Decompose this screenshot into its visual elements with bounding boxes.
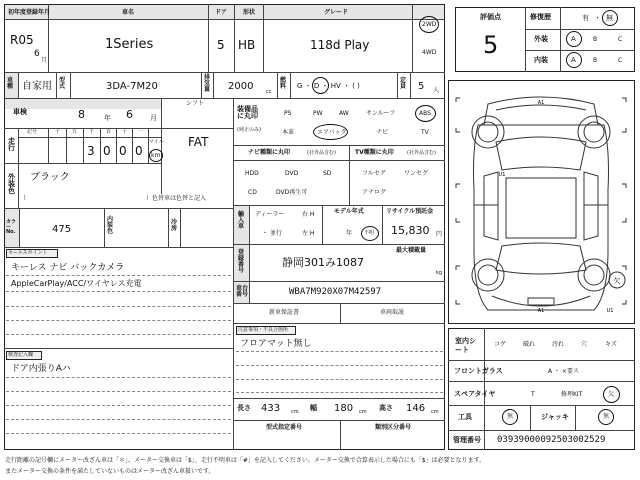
- tv-type-sub: (社外品含む): [407, 150, 436, 156]
- vin-label: 車台番号: [236, 285, 249, 298]
- repair-no: 無: [606, 14, 613, 22]
- model-year-suffix: 年: [346, 230, 353, 237]
- first-reg-label: 初年度登録年月: [8, 9, 51, 16]
- shift-value: FAT: [188, 135, 209, 149]
- mileage-unit-km: km: [151, 152, 161, 159]
- plate-value: 静岡301み1087: [282, 256, 364, 269]
- width-value: 180: [334, 403, 354, 414]
- mileage-header-sen: 千: [89, 129, 95, 135]
- max-load-unit: kg: [436, 270, 443, 276]
- class-no-label: 類別区分番号: [375, 424, 412, 431]
- fuel-options: G ・ D ・ HV ・ ( ): [297, 82, 360, 90]
- inspector-notes-line1: ドア内張りAハ: [11, 364, 71, 374]
- diagram-missing-mark: 欠: [613, 277, 621, 285]
- mileage-label: 走行: [8, 137, 15, 152]
- recycle-label: リサイクル預託金: [386, 208, 434, 215]
- notes-line1: フロアマット無し: [240, 339, 312, 349]
- tools-value: 無: [507, 413, 514, 420]
- body-label: 形状: [243, 9, 256, 16]
- diagram-label-left-door: U1: [498, 172, 506, 178]
- exterior-grade-b: B: [593, 36, 598, 43]
- equip-leather: 本革: [282, 129, 295, 136]
- seat-scratch: キズ: [605, 341, 617, 348]
- diagram-label-right-door: U1: [606, 308, 614, 314]
- navi-dvd-playback: DVD再生可: [276, 189, 308, 196]
- doc-manual: 車両取説: [380, 309, 405, 316]
- diagram-label-front: A1: [537, 100, 545, 106]
- mileage-digit-2: 0: [103, 144, 111, 158]
- sales-point-label: セールスポイント: [8, 250, 48, 256]
- seat-stain: 汚れ: [552, 341, 565, 348]
- capacity-value: 5: [418, 81, 425, 92]
- jack-value: 無: [603, 413, 610, 420]
- grade-value: 118d Play: [310, 38, 370, 52]
- model-value: 3DA-7M20: [106, 81, 158, 92]
- usage-value: 自家用: [22, 81, 52, 92]
- repair-yes: 有: [582, 14, 589, 22]
- interior-seat-label: 室内シート: [455, 337, 476, 355]
- control-number-value: 03939000092503002529: [497, 435, 606, 445]
- drive-4wd: 4WD: [422, 49, 437, 56]
- height-value: 146: [406, 403, 426, 414]
- doors-label: ドア: [215, 9, 227, 16]
- sales-point-line1: キーレス ナビ バックカメラ: [11, 263, 125, 273]
- repair-dot: ・: [594, 14, 601, 22]
- interior-grade-b: B: [593, 57, 598, 64]
- navi-sd: SD: [323, 170, 332, 177]
- navi-hdd: HDD: [245, 170, 259, 177]
- first-reg-era-year: R05: [10, 33, 34, 47]
- equipment-label: 装備品に丸印: [237, 105, 258, 120]
- height-unit: cm: [431, 409, 439, 415]
- diagram-label-rear: A1: [537, 308, 545, 314]
- fuel-label: 燃料: [280, 77, 287, 90]
- plate-label: 登録番号: [238, 249, 245, 274]
- shaken-month: 6: [126, 108, 133, 121]
- repair-history-label: 修復歴: [530, 13, 551, 21]
- seat-tear: 破れ: [523, 341, 536, 348]
- score-value: 5: [483, 31, 499, 59]
- color-label: 外装色: [8, 173, 15, 195]
- model-year-label: モデル年式: [334, 208, 364, 215]
- color-note: ）色替車は色替と記入: [146, 195, 207, 202]
- tv-oneseg: ワンセグ: [404, 170, 429, 177]
- model-year-unknown: 不明: [364, 230, 375, 236]
- footer-line2: またメーター交換の条件を満たしていないものはメーター改ざん車扱いです。: [5, 468, 215, 475]
- drive-2wd: 2WD: [422, 21, 437, 28]
- interior-grade-a: A: [571, 56, 576, 64]
- interior-color-label: 内装色: [107, 216, 114, 235]
- first-reg-month-unit: 月: [41, 57, 48, 64]
- equip-pw: PW: [313, 110, 323, 117]
- interior-grade-c: C: [618, 57, 623, 64]
- import-label: 輸入車: [238, 211, 245, 230]
- body-value: HB: [238, 38, 256, 52]
- seat-burn: コゲ: [494, 341, 507, 348]
- jack-label: ジャッキ: [541, 413, 569, 421]
- front-glass-value: A ・ ×要ス: [548, 368, 579, 375]
- import-left-hand: 左 H: [302, 230, 315, 237]
- exterior-grade-a: A: [571, 35, 576, 43]
- spare-tire-label: スペアタイヤ: [454, 390, 496, 398]
- mileage-header-man: 万: [72, 129, 78, 135]
- recycle-unit: 円: [436, 231, 443, 238]
- navi-type-label: ナビ種類に丸印: [248, 149, 291, 156]
- mileage-digit-4: 0: [135, 144, 143, 158]
- length-unit: cm: [291, 409, 299, 415]
- equip-abs: ABS: [419, 110, 431, 117]
- shaken-label: 車検: [13, 108, 27, 116]
- color-no-label: カラーNo.: [6, 219, 17, 235]
- height-label: 高さ: [379, 404, 393, 412]
- spare-tire-t: T: [531, 391, 535, 398]
- tv-type-label: TV種類に丸印: [355, 149, 394, 156]
- first-reg-month-value: 6: [34, 49, 40, 59]
- capacity-unit: 人: [433, 87, 440, 94]
- shaken-year-unit: 年: [104, 114, 111, 122]
- doc-new-warranty: 新車保証書: [269, 309, 300, 316]
- mileage-header-10man: 十: [55, 129, 61, 135]
- fuel-diesel-circle: [312, 77, 329, 94]
- tools-label: 工具: [458, 413, 472, 421]
- shaken-year: 8: [78, 108, 85, 121]
- shaken-month-unit: 月: [150, 114, 157, 122]
- front-glass-label: フロントガラス: [454, 367, 503, 375]
- spare-tire-repair-kit: 修理KIT: [561, 391, 583, 398]
- type-no-label: 型式指定番号: [266, 424, 303, 431]
- width-label: 幅: [310, 404, 317, 412]
- length-value: 433: [261, 403, 281, 414]
- length-label: 長さ: [237, 404, 251, 412]
- equipment-sub: (純正のみ): [237, 127, 261, 133]
- sales-point-line2: AppleCarPlay/ACC/ワイヤレス充電: [11, 279, 142, 288]
- capacity-label: 定員: [400, 77, 407, 90]
- equip-sunroof: サンルーフ: [366, 110, 396, 117]
- equip-tv: TV: [421, 129, 429, 136]
- mileage-header-ichi: 一: [138, 129, 144, 135]
- tv-fullseg: フルセグ: [362, 170, 386, 177]
- mileage-header-juu: 十: [122, 129, 128, 135]
- navi-type-sub: (社外品含む): [307, 150, 336, 156]
- max-load-label: 最大積載量: [396, 247, 427, 254]
- color-value: ブラック: [30, 172, 70, 183]
- notes-label: 注意事項・不具合箇所: [238, 327, 289, 333]
- displacement-unit: cc: [266, 89, 272, 95]
- interior-label: 内装: [534, 56, 548, 64]
- shift-label: シフト: [186, 100, 205, 107]
- spare-tire-missing: 欠: [608, 391, 615, 398]
- control-number-label: 管理番号: [453, 436, 481, 444]
- exterior-label: 外装: [534, 35, 548, 43]
- exterior-grade-c: C: [618, 36, 623, 43]
- import-right-hand: 右 H: [302, 211, 315, 218]
- width-unit: cm: [359, 409, 367, 415]
- mileage-header-hyaku: 百: [106, 129, 112, 135]
- doors-value: 5: [217, 38, 225, 52]
- import-dealer: ディーラー: [255, 211, 285, 218]
- import-parallel: ・ 並行: [262, 230, 282, 237]
- seat-hole: 穴: [581, 341, 588, 348]
- mileage-unit-mile: マイル: [149, 139, 164, 145]
- ac-label: 冷房: [171, 219, 178, 232]
- score-label: 評価点: [480, 13, 501, 21]
- equip-aw: AW: [339, 110, 349, 117]
- car-name: 1Series: [105, 37, 154, 52]
- usage-label: 車種: [7, 77, 14, 90]
- car-name-label: 車名: [122, 9, 135, 16]
- recycle-value: 15,830: [391, 224, 430, 237]
- car-diagram: [448, 80, 635, 324]
- mileage-digit-3: 0: [119, 144, 127, 158]
- footer-line1: 走行距離の記号欄にメーター改ざん車は「＊」、メーター交換車は「$」、走行不明車は「#」を記入してください。メーター交換で合算表示した場合にも「$」は必要となります。: [5, 457, 486, 464]
- displacement-value: 2000: [228, 81, 254, 92]
- displacement-label: 排気量: [204, 74, 211, 93]
- equip-ps: PS: [284, 110, 292, 117]
- equip-navi: ナビ: [376, 129, 389, 136]
- mileage-digit-1: 3: [87, 144, 95, 158]
- tv-analog: アナログ: [362, 189, 387, 196]
- inspector-notes-label: 検査記入欄: [8, 352, 34, 358]
- model-label: 型式: [59, 77, 66, 90]
- vin-value: WBA7M920X07M42597: [289, 287, 382, 297]
- color-no-value: 475: [52, 224, 72, 235]
- navi-dvd: DVD: [285, 170, 299, 177]
- grade-label: グレード: [324, 9, 349, 16]
- equip-airbag: エアバック: [317, 129, 347, 136]
- color-paren-open: （: [20, 195, 27, 202]
- mileage-header-symbol: 記号: [27, 129, 38, 135]
- navi-cd: CD: [248, 189, 257, 196]
